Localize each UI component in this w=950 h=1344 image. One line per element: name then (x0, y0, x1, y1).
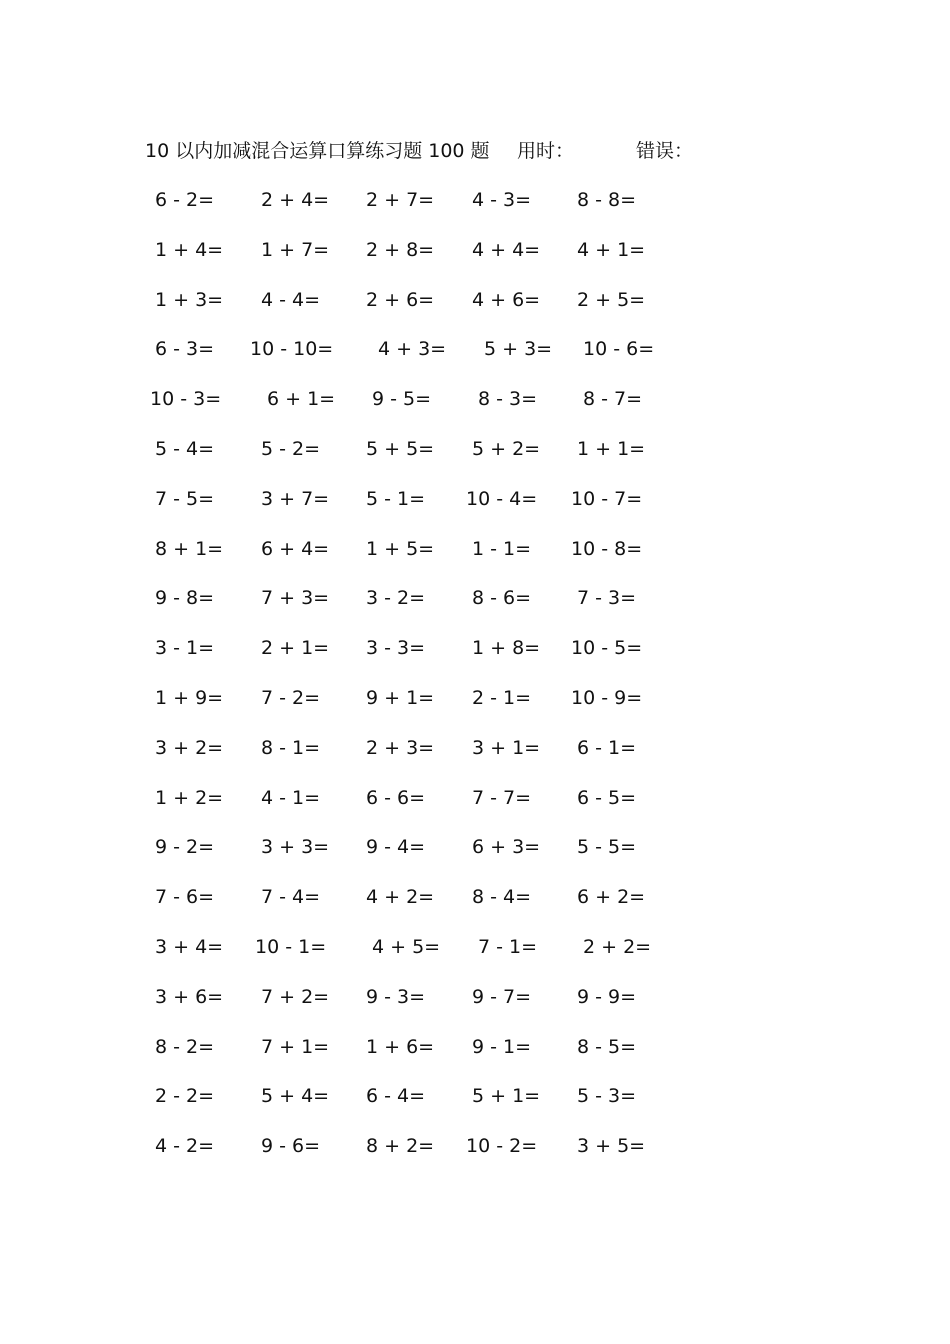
problem-item: 2 + 8= (366, 238, 435, 261)
problem-item: 3 - 2= (366, 587, 426, 610)
problem-item: 7 - 1= (478, 935, 538, 958)
problem-item: 4 - 1= (261, 786, 321, 809)
problem-item: 3 + 6= (155, 985, 224, 1008)
problem-row (0, 630, 950, 680)
problem-item: 10 - 9= (571, 686, 643, 709)
problem-item: 6 + 1= (267, 388, 336, 411)
worksheet-header (145, 136, 765, 166)
problem-item: 7 - 4= (261, 886, 321, 909)
problem-row (0, 580, 950, 630)
problem-item: 10 - 7= (571, 487, 643, 510)
problem-item: 6 - 3= (155, 338, 215, 361)
problem-item: 2 - 1= (472, 686, 532, 709)
problem-item: 4 + 4= (472, 238, 541, 261)
problem-row (0, 232, 950, 282)
problem-item: 6 - 1= (577, 736, 637, 759)
problem-item: 4 - 2= (155, 1135, 215, 1158)
worksheet-title: 10 以内加减混合运算口算练习题 100 题 (145, 140, 490, 162)
problem-item: 8 - 5= (577, 1035, 637, 1058)
problem-item: 2 + 3= (366, 736, 435, 759)
problem-item: 8 - 3= (478, 388, 538, 411)
problem-item: 9 + 1= (366, 686, 435, 709)
problem-item: 2 + 6= (366, 288, 435, 311)
problem-item: 7 - 7= (472, 786, 532, 809)
problem-item: 10 - 4= (466, 487, 538, 510)
problem-row (0, 1029, 950, 1079)
problem-item: 5 + 2= (472, 437, 541, 460)
problem-item: 1 + 5= (366, 537, 435, 560)
problem-item: 10 - 5= (571, 637, 643, 660)
problem-item: 7 + 1= (261, 1035, 330, 1058)
problem-item: 7 - 5= (155, 487, 215, 510)
problem-item: 8 - 7= (583, 388, 643, 411)
problem-item: 8 - 8= (577, 189, 637, 211)
problem-item: 1 + 4= (155, 238, 224, 261)
problem-row (0, 431, 950, 481)
problem-item: 5 + 3= (484, 338, 553, 361)
problem-item: 1 + 9= (155, 686, 224, 709)
problem-item: 6 - 6= (366, 786, 426, 809)
problem-item: 3 + 1= (472, 736, 541, 759)
problem-row (0, 1078, 950, 1128)
problem-item: 9 - 6= (261, 1135, 321, 1158)
problem-item: 9 - 8= (155, 587, 215, 610)
problem-item: 4 + 6= (472, 288, 541, 311)
problem-row (0, 481, 950, 531)
problem-item: 2 + 5= (577, 288, 646, 311)
problem-item: 1 + 7= (261, 238, 330, 261)
problem-item: 5 - 2= (261, 437, 321, 460)
problem-item: 10 - 2= (466, 1135, 538, 1158)
problem-item: 4 - 3= (472, 189, 532, 211)
problem-item: 3 + 5= (577, 1135, 646, 1158)
problem-item: 3 - 1= (155, 637, 215, 660)
problem-row (0, 680, 950, 730)
problem-item: 5 - 5= (577, 836, 637, 859)
problem-item: 5 - 1= (366, 487, 426, 510)
problem-item: 1 + 2= (155, 786, 224, 809)
problem-item: 2 - 2= (155, 1085, 215, 1108)
problem-item: 6 - 2= (155, 189, 215, 211)
problem-item: 2 + 1= (261, 637, 330, 660)
time-used-label: 用时： (517, 140, 575, 162)
problem-item: 1 + 3= (155, 288, 224, 311)
problem-item: 9 - 2= (155, 836, 215, 859)
problem-row (0, 879, 950, 929)
problem-row (0, 730, 950, 780)
problem-item: 1 - 1= (472, 537, 532, 560)
problem-item: 5 - 4= (155, 437, 215, 460)
problem-item: 5 + 4= (261, 1085, 330, 1108)
problem-item: 9 - 5= (372, 388, 432, 411)
problem-item: 5 + 1= (472, 1085, 541, 1108)
problem-item: 8 - 4= (472, 886, 532, 909)
problem-item: 7 + 3= (261, 587, 330, 610)
problem-item: 9 - 3= (366, 985, 426, 1008)
problem-item: 4 + 5= (372, 935, 441, 958)
problem-item: 1 + 6= (366, 1035, 435, 1058)
problem-item: 2 + 2= (583, 935, 652, 958)
problem-item: 9 - 7= (472, 985, 532, 1008)
problem-row (0, 929, 950, 979)
problem-item: 10 - 10= (250, 338, 334, 361)
problem-item: 10 - 3= (150, 388, 222, 411)
problem-item: 8 - 2= (155, 1035, 215, 1058)
problem-item: 8 + 2= (366, 1135, 435, 1158)
problem-item: 6 - 4= (366, 1085, 426, 1108)
problem-item: 7 - 3= (577, 587, 637, 610)
problem-item: 4 + 2= (366, 886, 435, 909)
problem-item: 9 - 4= (366, 836, 426, 859)
problem-item: 7 - 6= (155, 886, 215, 909)
problem-item: 7 + 2= (261, 985, 330, 1008)
problem-item: 8 - 1= (261, 736, 321, 759)
problem-item: 9 - 9= (577, 985, 637, 1008)
problem-item: 3 + 2= (155, 736, 224, 759)
problem-item: 8 + 1= (155, 537, 224, 560)
problem-item: 1 + 8= (472, 637, 541, 660)
problem-row (0, 1128, 950, 1178)
problem-item: 3 - 3= (366, 637, 426, 660)
problem-item: 4 + 3= (378, 338, 447, 361)
problem-item: 6 + 3= (472, 836, 541, 859)
problem-item: 6 - 5= (577, 786, 637, 809)
problem-item: 10 - 1= (255, 935, 327, 958)
problem-row (0, 531, 950, 581)
problem-item: 8 - 6= (472, 587, 532, 610)
problem-item: 1 + 1= (577, 437, 646, 460)
problem-row (0, 182, 950, 232)
problem-item: 2 + 4= (261, 189, 330, 211)
problem-item: 5 + 5= (366, 437, 435, 460)
error-count-label: 错误： (636, 140, 694, 162)
problem-item: 3 + 7= (261, 487, 330, 510)
problem-item: 10 - 6= (583, 338, 655, 361)
problem-row (0, 829, 950, 879)
problem-row (0, 282, 950, 332)
problem-item: 4 - 4= (261, 288, 321, 311)
problem-row (0, 331, 950, 381)
problem-row (0, 979, 950, 1029)
problem-grid (0, 182, 950, 1178)
problem-item: 4 + 1= (577, 238, 646, 261)
problem-item: 7 - 2= (261, 686, 321, 709)
problem-item: 10 - 8= (571, 537, 643, 560)
problem-item: 2 + 7= (366, 189, 435, 211)
problem-item: 5 - 3= (577, 1085, 637, 1108)
problem-item: 3 + 3= (261, 836, 330, 859)
problem-item: 9 - 1= (472, 1035, 532, 1058)
problem-item: 6 + 4= (261, 537, 330, 560)
problem-row (0, 780, 950, 830)
problem-row (0, 381, 950, 431)
problem-item: 6 + 2= (577, 886, 646, 909)
problem-item: 3 + 4= (155, 935, 224, 958)
